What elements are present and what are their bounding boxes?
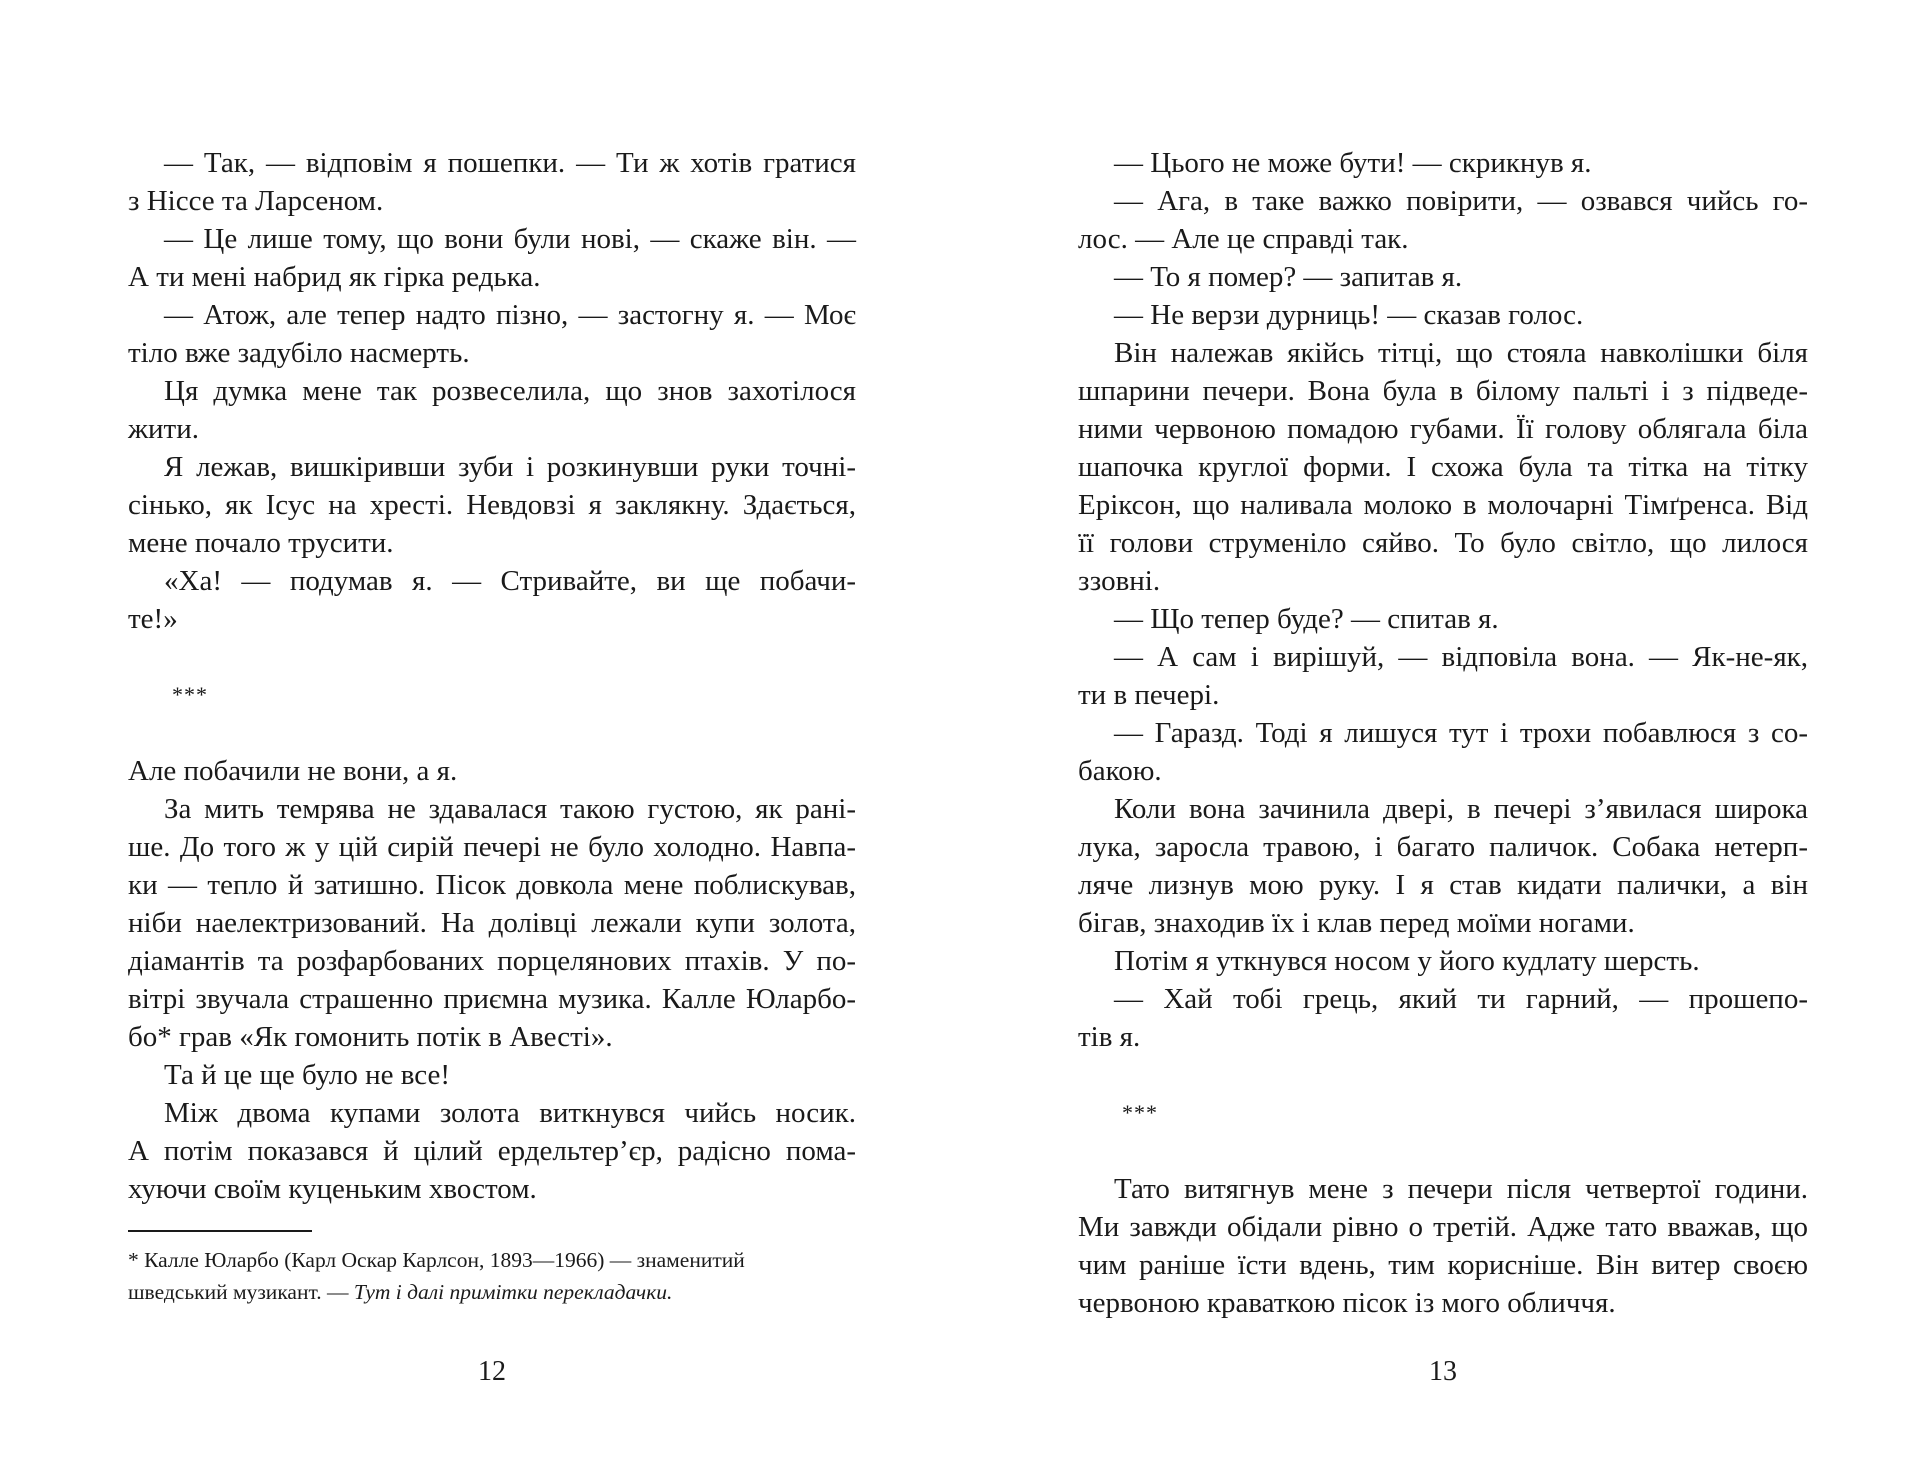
spacer: [1078, 1056, 1808, 1094]
text-line: Тато витягнув мене з печери після четвертої години.: [1114, 1173, 1808, 1205]
text-line: — Цього не може бути! — скрикнув я.: [1114, 147, 1592, 179]
text-line: Ми завжди обідали рівно о третій. Адже тато вважав, що: [1078, 1211, 1808, 1243]
text-line: лос. — Але це справді так.: [1078, 223, 1409, 255]
text-line: Та й це ще було не все!: [164, 1059, 450, 1091]
spacer: [128, 638, 856, 676]
footnote-line: [128, 1276, 856, 1308]
text-line: червоною краваткою пісок із мого обличчя.: [1078, 1287, 1616, 1319]
right-page-text: [1078, 144, 1808, 1322]
text-line: бігав, знаходив їх і клав перед моїми ногами.: [1078, 907, 1635, 939]
text-line: — Що тепер буде? — спитав я.: [1114, 603, 1499, 635]
text-line: — То я помер? — запитав я.: [1114, 261, 1463, 293]
text-line: ляче лизнув мою руку. І я став кидати палички, а він: [1078, 869, 1808, 901]
text-line: ше. До того ж у цій сирій печері не було холодно. Навпа-: [128, 831, 856, 863]
text-line: шпарини печери. Вона була в білому пальті і з підведе-: [1078, 375, 1808, 407]
text-line: з Ніссе та Ларсеном.: [128, 185, 384, 217]
text-line: чим раніше їсти вдень, тим корисніше. Він витер своєю: [1078, 1249, 1808, 1281]
text-line: Але побачили не вони, а я.: [128, 755, 458, 787]
text-line: — Хай тобі грець, який ти гарний, — прошепо-: [1114, 983, 1808, 1015]
footnote-italic-note: Тут і далі примітки перекладачки.: [353, 1280, 673, 1304]
section-break: ***: [172, 682, 208, 707]
page-number-right: 13: [1429, 1356, 1457, 1387]
footnote-line: * Калле Юларбо (Карл Оскар Карлсон, 1893—1966) — знаменитий: [128, 1248, 745, 1272]
text-line: тів я.: [1078, 1021, 1141, 1053]
text-line: За мить темрява не здавалася такою густою, як рані-: [164, 793, 856, 825]
text-line: «Ха! — подумав я. — Стривайте, ви ще побачи-: [164, 565, 856, 597]
text-line: жити.: [128, 413, 199, 445]
page-number-left: 12: [478, 1356, 506, 1387]
footnote-divider: [128, 1230, 312, 1232]
left-page-text: [128, 144, 856, 1208]
text-line: А ти мені набрид як гірка редька.: [128, 261, 541, 293]
text-line: лука, заросла травою, і багато паличок. Собака нетерп-: [1078, 831, 1808, 863]
text-line: — Так, — відповім я пошепки. — Ти ж хотів гратися: [164, 147, 856, 179]
text-line: те!»: [128, 603, 178, 635]
text-line: ними червоною помадою губами. Її голову облягала біла: [1078, 413, 1808, 445]
text-line: Еріксон, що наливала молоко в молочарні Тімґренса. Від: [1078, 489, 1808, 521]
spacer: [128, 714, 856, 752]
text-line: Він належав якійсь тітці, що стояла навколішки біля: [1114, 337, 1808, 369]
text-line: ти в печері.: [1078, 679, 1220, 711]
text-line: — Гаразд. Тоді я лишуся тут і трохи побавлюся з со-: [1114, 717, 1808, 749]
text-line: А потім показався й цілий ердельтер’єр, радісно пома-: [128, 1135, 856, 1167]
left-page: [128, 0, 856, 1477]
text-line: Між двома купами золота виткнувся чийсь носик.: [164, 1097, 856, 1129]
text-line: сінько, як Ісус на хресті. Невдовзі я заклякну. Здається,: [128, 489, 856, 521]
text-line: бакою.: [1078, 755, 1162, 787]
text-line: бо* грав «Як гомонить потік в Авесті».: [128, 1021, 613, 1053]
text-line: хуючи своїм куценьким хвостом.: [128, 1173, 537, 1205]
text-line: Потім я уткнувся носом у його кудлату шерсть.: [1114, 945, 1700, 977]
footnote: [128, 1244, 856, 1308]
text-line: — Ага, в таке важко повірити, — озвався чийсь го-: [1114, 185, 1808, 217]
text-line: — Атож, але тепер надто пізно, — застогну я. — Моє: [164, 299, 856, 331]
right-page: [1078, 0, 1808, 1477]
text-line: ззовні.: [1078, 565, 1161, 597]
text-line: — Не верзи дурниць! — сказав голос.: [1114, 299, 1584, 331]
text-line: Я лежав, вишкіривши зуби і розкинувши руки точні-: [164, 451, 856, 483]
text-line: — А сам і вирішуй, — відповіла вона. — Як-не-як,: [1114, 641, 1808, 673]
text-line: тіло вже задубіло насмерть.: [128, 337, 470, 369]
text-line: Коли вона зачинила двері, в печері з’явилася широка: [1114, 793, 1808, 825]
text-line: мене почало трусити.: [128, 527, 394, 559]
footnote-text: шведський музикант. —: [128, 1280, 354, 1304]
text-line: її голови струменіло сяйво. То було світло, що лилося: [1078, 527, 1808, 559]
text-line: шапочка круглої форми. І схожа була та тітка на тітку: [1078, 451, 1808, 483]
spacer: [1078, 1132, 1808, 1170]
text-line: вітрі звучала страшенно приємна музика. Калле Юларбо-: [128, 983, 856, 1015]
text-line: діамантів та розфарбованих порцелянових птахів. У по-: [128, 945, 856, 977]
text-line: Ця думка мене так розвеселила, що знов захотілося: [164, 375, 856, 407]
section-break: ***: [1122, 1100, 1158, 1125]
text-line: — Це лише тому, що вони були нові, — скаже він. —: [164, 223, 856, 255]
text-line: ніби наелектризований. На долівці лежали купи золота,: [128, 907, 856, 939]
text-line: ки — тепло й затишно. Пісок довкола мене поблискував,: [128, 869, 856, 901]
